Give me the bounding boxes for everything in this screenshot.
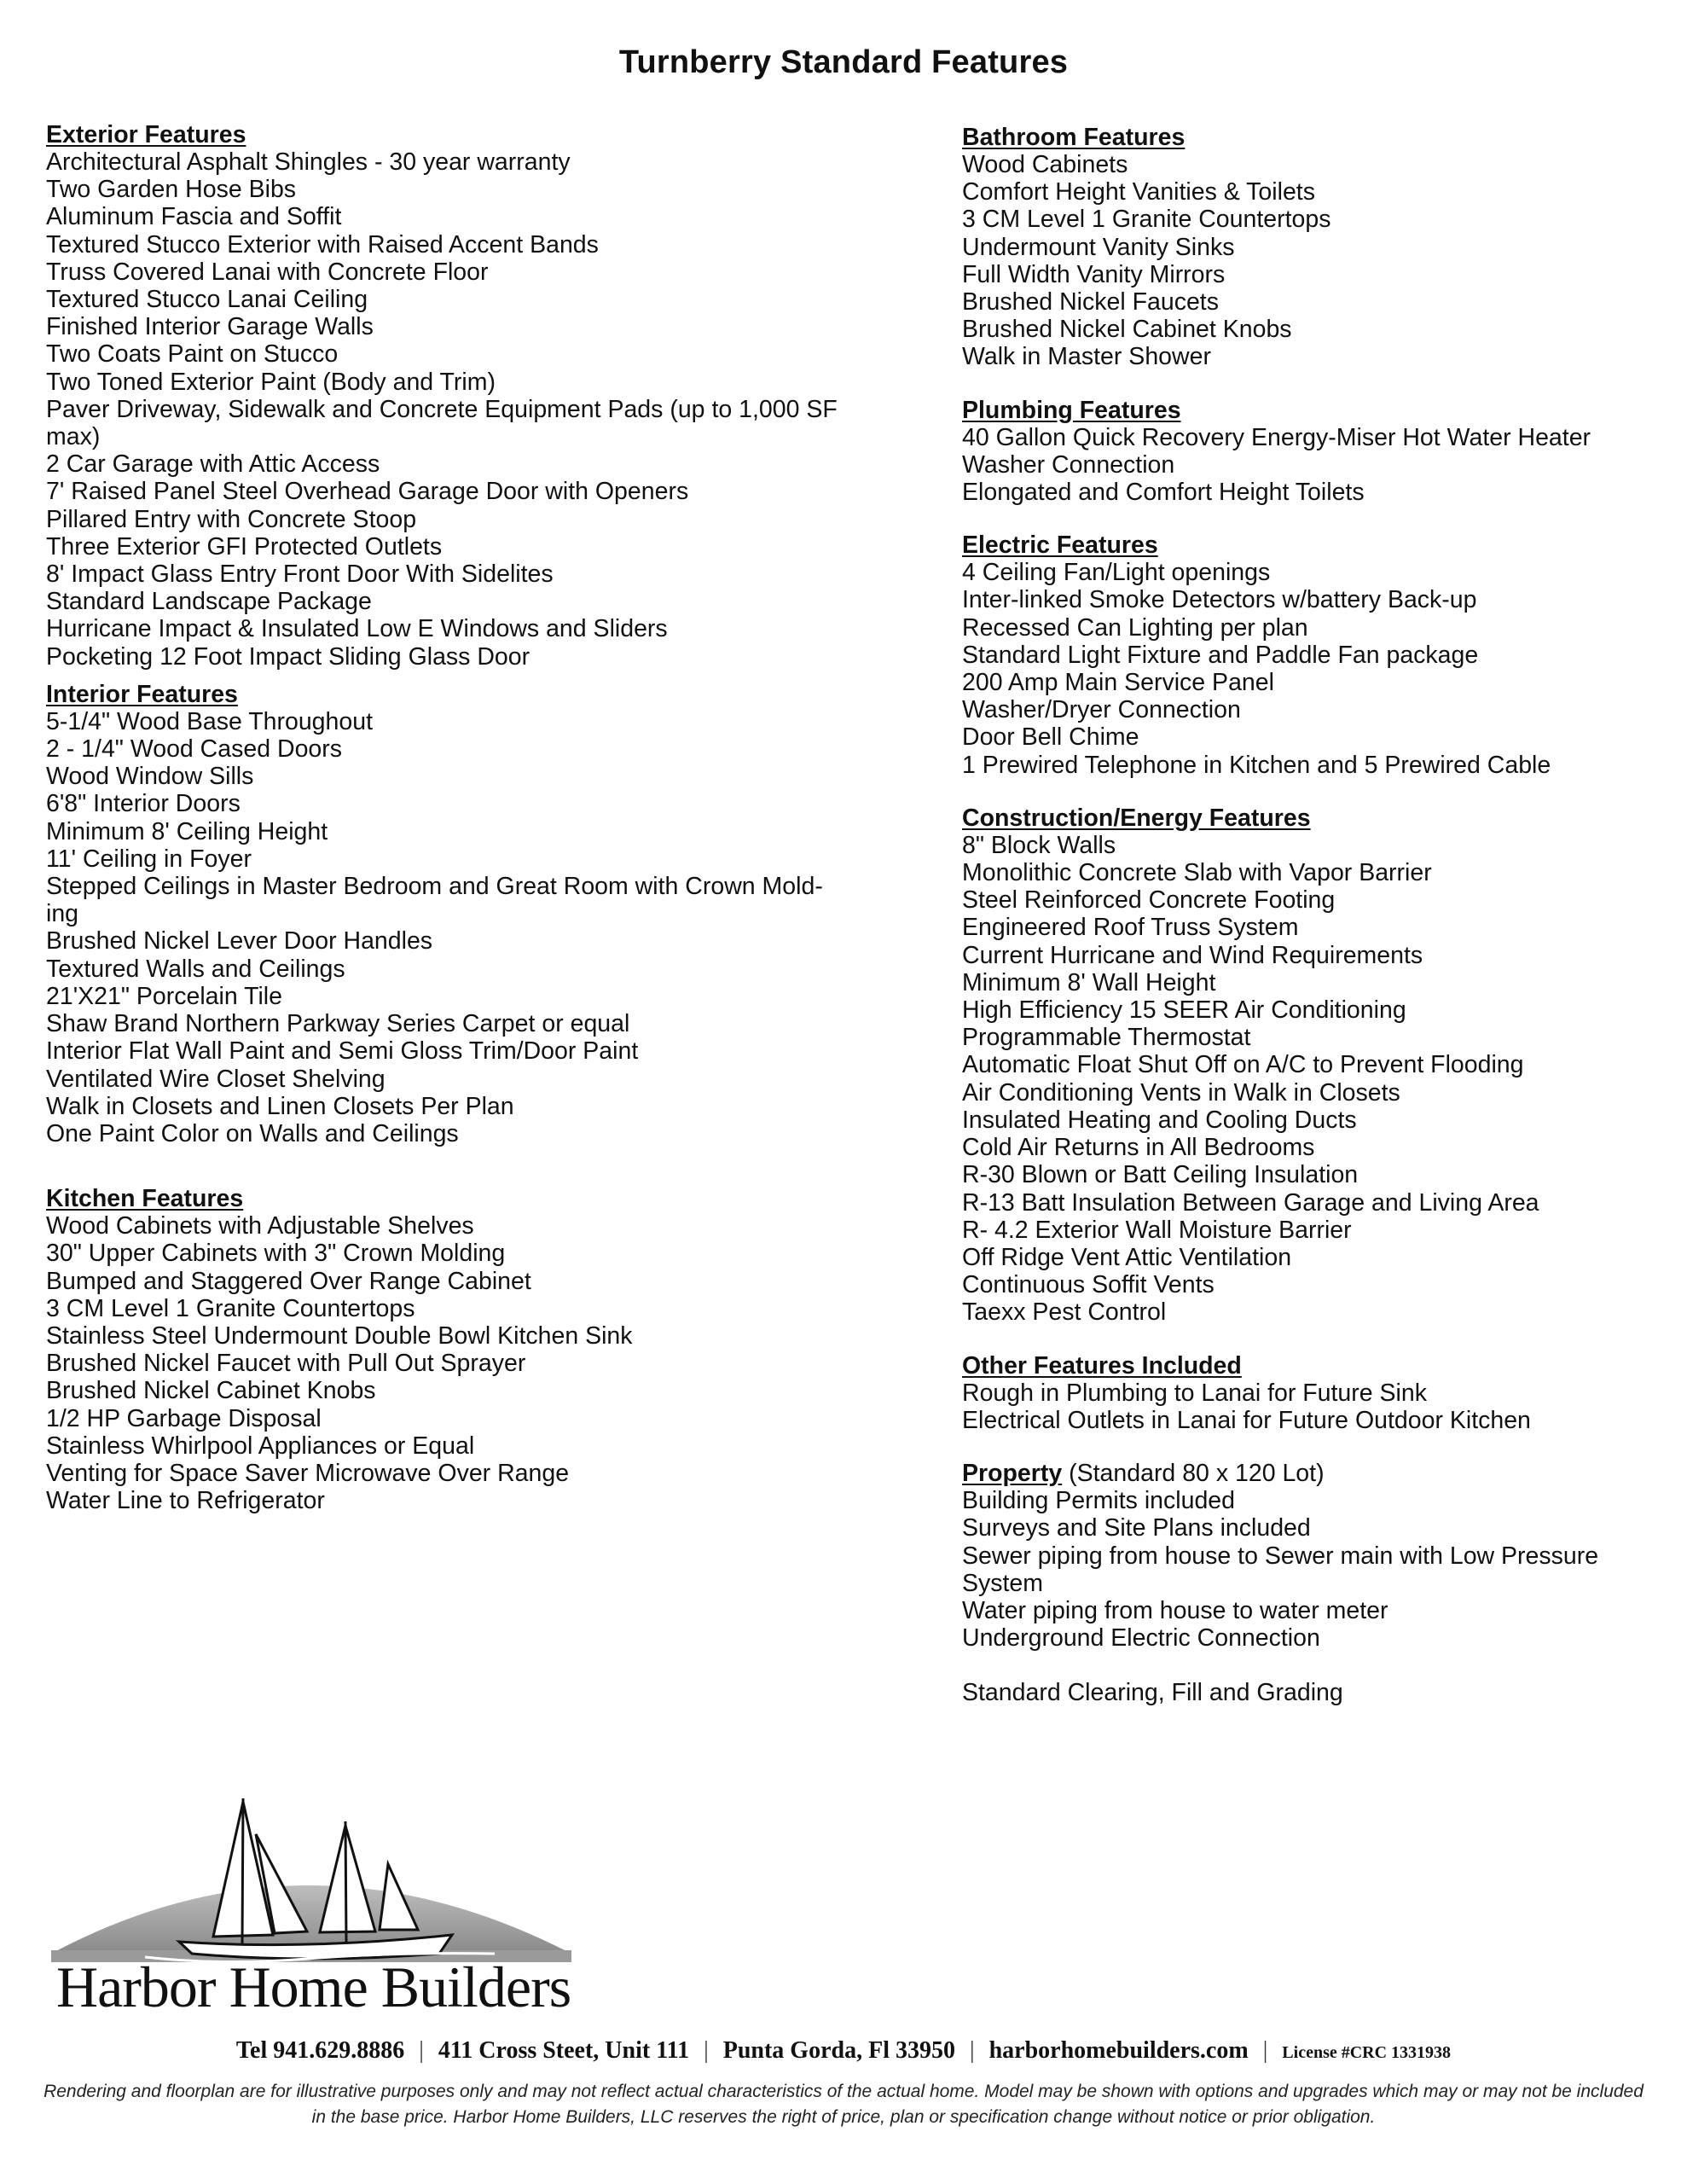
section-property bbox=[962, 1460, 1670, 1707]
section-heading: Construction/Energy Features bbox=[962, 804, 1311, 832]
list-item: Shaw Brand Northern Parkway Series Carpet or equal bbox=[46, 1010, 630, 1038]
list-item: ing bbox=[46, 900, 79, 928]
section-heading: Plumbing Features bbox=[962, 396, 1181, 424]
page-title: Turnberry Standard Features bbox=[618, 44, 1069, 80]
list-item: 8" Block Walls bbox=[962, 831, 1116, 859]
list-item: Surveys and Site Plans included bbox=[962, 1514, 1311, 1542]
list-item: Brushed Nickel Lever Door Handles bbox=[46, 927, 433, 956]
right-column bbox=[962, 124, 1670, 1707]
list-item: Pillared Entry with Concrete Stoop bbox=[46, 505, 417, 533]
section-heading: Electric Features bbox=[962, 531, 1158, 560]
list-item: Steel Reinforced Concrete Footing bbox=[962, 886, 1336, 915]
list-item: Programmable Thermostat bbox=[962, 1024, 1251, 1052]
contact-city: Punta Gorda, Fl 33950 bbox=[722, 2037, 955, 2064]
list-item: Two Coats Paint on Stucco bbox=[46, 340, 339, 369]
list-item: Walk in Closets and Linen Closets Per Plan bbox=[46, 1092, 514, 1120]
list-item: Stainless Steel Undermount Double Bowl Kitchen Sink bbox=[46, 1321, 633, 1350]
section-heading: Kitchen Features bbox=[46, 1185, 244, 1213]
list-item: Brushed Nickel Faucet with Pull Out Sprayer bbox=[46, 1350, 526, 1378]
list-item: Sewer piping from house to Sewer main with Low Pressure bbox=[962, 1542, 1599, 1570]
list-item: Standard Clearing, Fill and Grading bbox=[962, 1679, 1343, 1707]
list-item: Comfort Height Vanities & Toilets bbox=[962, 178, 1315, 206]
list-item: Walk in Master Shower bbox=[962, 343, 1211, 371]
list-item: Elongated and Comfort Height Toilets bbox=[962, 479, 1365, 507]
list-item: R- 4.2 Exterior Wall Moisture Barrier bbox=[962, 1216, 1352, 1244]
list-item: max) bbox=[46, 423, 101, 451]
list-item: R-30 Blown or Batt Ceiling Insulation bbox=[962, 1161, 1359, 1189]
list-item: Minimum 8' Ceiling Height bbox=[46, 817, 328, 845]
section-heading: Property bbox=[962, 1459, 1063, 1487]
list-item: 2 Car Garage with Attic Access bbox=[46, 450, 380, 479]
section-heading-note: (Standard 80 x 120 Lot) bbox=[1062, 1459, 1325, 1487]
section-plumbing-features bbox=[962, 397, 1670, 507]
left-column bbox=[46, 121, 899, 1514]
list-item: Bumped and Staggered Over Range Cabinet bbox=[46, 1267, 531, 1295]
list-item: High Efficiency 15 SEER Air Conditioning bbox=[962, 996, 1406, 1025]
section-heading: Interior Features bbox=[46, 680, 238, 708]
list-item: Taexx Pest Control bbox=[962, 1298, 1167, 1327]
list-item: Finished Interior Garage Walls bbox=[46, 313, 374, 341]
list-item: 1 Prewired Telephone in Kitchen and 5 Prewired Cable bbox=[962, 751, 1551, 779]
list-item: 2 - 1/4" Wood Cased Doors bbox=[46, 735, 343, 764]
list-item: Underground Electric Connection bbox=[962, 1624, 1320, 1653]
list-item: Cold Air Returns in All Bedrooms bbox=[962, 1134, 1315, 1162]
list-item: 3 CM Level 1 Granite Countertops bbox=[962, 206, 1331, 234]
list-item: Wood Window Sills bbox=[46, 763, 254, 791]
list-item: Continuous Soffit Vents bbox=[962, 1271, 1215, 1299]
contact-license: License #CRC 1331938 bbox=[1282, 2043, 1452, 2062]
section-heading: Bathroom Features bbox=[962, 124, 1186, 151]
list-item: 5-1/4" Wood Base Throughout bbox=[46, 707, 373, 735]
contact-line bbox=[0, 2037, 1687, 2065]
contact-website[interactable]: harborhomebuilders.com bbox=[988, 2037, 1249, 2064]
list-item: Architectural Asphalt Shingles - 30 year warranty bbox=[46, 148, 571, 176]
list-item: Building Permits included bbox=[962, 1487, 1235, 1515]
list-item: 7' Raised Panel Steel Overhead Garage Door with Openers bbox=[46, 478, 689, 506]
list-item: Monolithic Concrete Slab with Vapor Barrier bbox=[962, 859, 1432, 887]
list-item: Ventilated Wire Closet Shelving bbox=[46, 1065, 386, 1093]
list-item: Standard Landscape Package bbox=[46, 588, 372, 616]
list-item: One Paint Color on Walls and Ceilings bbox=[46, 1119, 459, 1147]
list-item: Textured Walls and Ceilings bbox=[46, 955, 345, 983]
section-construction-energy-features bbox=[962, 804, 1670, 1327]
list-item: Textured Stucco Exterior with Raised Accent Bands bbox=[46, 230, 599, 258]
list-item: Aluminum Fascia and Soffit bbox=[46, 203, 342, 231]
list-item: Off Ridge Vent Attic Ventilation bbox=[962, 1243, 1292, 1271]
list-item: Inter-linked Smoke Detectors w/battery Back-up bbox=[962, 586, 1477, 614]
list-item: Door Bell Chime bbox=[962, 723, 1139, 752]
list-item: Interior Flat Wall Paint and Semi Gloss Trim/Door Paint bbox=[46, 1037, 639, 1066]
section-heading: Exterior Features bbox=[46, 121, 246, 148]
list-item: 30" Upper Cabinets with 3" Crown Molding bbox=[46, 1240, 506, 1268]
list-item: 8' Impact Glass Entry Front Door With Sidelites bbox=[46, 561, 554, 589]
list-item: Brushed Nickel Cabinet Knobs bbox=[46, 1377, 376, 1405]
list-item: 11' Ceiling in Foyer bbox=[46, 845, 252, 873]
list-item: 40 Gallon Quick Recovery Energy-Miser Hot Water Heater bbox=[962, 423, 1591, 451]
list-item: Three Exterior GFI Protected Outlets bbox=[46, 532, 443, 561]
brand-name: Harbor Home Builders bbox=[56, 1955, 571, 2019]
separator: | bbox=[969, 2037, 975, 2064]
section-kitchen-features bbox=[46, 1185, 899, 1514]
separator: | bbox=[419, 2037, 424, 2064]
list-item: Textured Stucco Lanai Ceiling bbox=[46, 286, 368, 314]
list-item: Pocketing 12 Foot Impact Sliding Glass Door bbox=[46, 642, 530, 671]
list-item: System bbox=[962, 1569, 1044, 1597]
list-item: Undermount Vanity Sinks bbox=[962, 233, 1235, 261]
list-item: 3 CM Level 1 Granite Countertops bbox=[46, 1294, 415, 1322]
list-item: Brushed Nickel Faucets bbox=[962, 288, 1219, 317]
list-item: Insulated Heating and Cooling Ducts bbox=[962, 1106, 1357, 1134]
section-heading-line bbox=[962, 1460, 1670, 1487]
section-electric-features bbox=[962, 531, 1670, 779]
list-item: Hurricane Impact & Insulated Low E Windows and Sliders bbox=[46, 615, 668, 643]
separator: | bbox=[1262, 2037, 1268, 2064]
list-item: Full Width Vanity Mirrors bbox=[962, 260, 1226, 288]
list-item: 4 Ceiling Fan/Light openings bbox=[962, 559, 1271, 587]
list-item: Current Hurricane and Wind Requirements bbox=[962, 941, 1423, 969]
contact-address: 411 Cross Steet, Unit 111 bbox=[438, 2037, 690, 2064]
list-item: 200 Amp Main Service Panel bbox=[962, 669, 1274, 697]
list-item: Washer Connection bbox=[962, 450, 1175, 479]
list-item: Washer/Dryer Connection bbox=[962, 696, 1241, 724]
list-item: Paver Driveway, Sidewalk and Concrete Equipment Pads (up to 1,000 SF bbox=[46, 395, 838, 423]
list-item: Wood Cabinets bbox=[962, 151, 1128, 178]
disclaimer: Rendering and floorplan are for illustrative purposes only and may not reflect actual characteristics of the actual home. Model may be shown with options and upgrades which may or may not be included in the base price. Harbor Home Builders, LLC reserves the right of price, plan or specification change without notice or prior obligation. bbox=[43, 2082, 1644, 2127]
section-other-features bbox=[962, 1352, 1670, 1434]
list-item: Truss Covered Lanai with Concrete Floor bbox=[46, 258, 489, 286]
list-item: 21'X21" Porcelain Tile bbox=[46, 982, 282, 1010]
list-item: Engineered Roof Truss System bbox=[962, 914, 1299, 942]
list-item: 6'8" Interior Doors bbox=[46, 790, 241, 818]
section-exterior-features bbox=[46, 121, 899, 671]
list-item: Wood Cabinets with Adjustable Shelves bbox=[46, 1212, 474, 1240]
list-item: Air Conditioning Vents in Walk in Closets bbox=[962, 1078, 1400, 1107]
list-item: Two Garden Hose Bibs bbox=[46, 176, 297, 204]
section-interior-features bbox=[46, 681, 899, 1147]
list-item: Minimum 8' Wall Height bbox=[962, 968, 1216, 996]
list-item: Venting for Space Saver Microwave Over Range bbox=[46, 1459, 570, 1487]
list-item: Brushed Nickel Cabinet Knobs bbox=[962, 316, 1292, 344]
list-item: 1/2 HP Garbage Disposal bbox=[46, 1404, 322, 1432]
list-item: Stainless Whirlpool Appliances or Equal bbox=[46, 1432, 475, 1460]
list-item: R-13 Batt Insulation Between Garage and Living Area bbox=[962, 1188, 1539, 1217]
section-heading: Other Features Included bbox=[962, 1351, 1242, 1380]
list-item: Stepped Ceilings in Master Bedroom and Great Room with Crown Mold- bbox=[46, 873, 823, 901]
list-item: Automatic Float Shut Off on A/C to Prevent Flooding bbox=[962, 1051, 1524, 1079]
list-item: Two Toned Exterior Paint (Body and Trim) bbox=[46, 368, 496, 396]
list-item: Recessed Can Lighting per plan bbox=[962, 613, 1308, 642]
list-item: Electrical Outlets in Lanai for Future Outdoor Kitchen bbox=[962, 1406, 1531, 1434]
section-bathroom-features bbox=[962, 124, 1670, 371]
list-item: Standard Light Fixture and Paddle Fan package bbox=[962, 641, 1479, 669]
separator: | bbox=[704, 2037, 709, 2064]
list-item: Water Line to Refrigerator bbox=[46, 1487, 325, 1515]
contact-phone: Tel 941.629.8886 bbox=[235, 2037, 405, 2064]
list-item: Rough in Plumbing to Lanai for Future Sink bbox=[962, 1379, 1427, 1407]
list-item: Water piping from house to water meter bbox=[962, 1596, 1388, 1624]
